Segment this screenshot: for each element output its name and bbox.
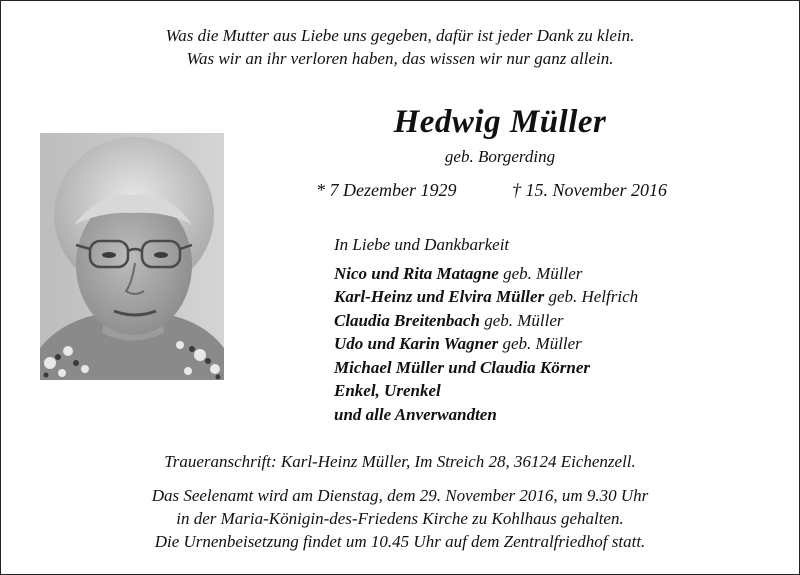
mourner-name: und alle Anverwandten bbox=[334, 404, 497, 424]
mourner-name: Claudia Breitenbach bbox=[334, 310, 480, 330]
mourners-list bbox=[334, 233, 638, 426]
list-item bbox=[334, 262, 638, 286]
birth-date: * 7 Dezember 1929 bbox=[316, 180, 457, 200]
list-item bbox=[334, 309, 638, 333]
service-line-1: Das Seelenamt wird am Dienstag, dem 29. November 2016, um 9.30 Uhr bbox=[151, 486, 649, 505]
service-line-2: in der Maria-Königin-des-Friedens Kirche zu Kohlhaus gehalten. bbox=[176, 509, 624, 528]
mourner-note: geb. Müller bbox=[479, 310, 564, 330]
quote-line-2: Was wir an ihr verloren haben, das wissen wir nur ganz allein. bbox=[186, 49, 614, 68]
deceased-name: Hedwig Müller bbox=[393, 104, 607, 140]
mourner-note: geb. Müller bbox=[498, 334, 582, 353]
portrait-photo-icon bbox=[40, 133, 224, 380]
mourner-name: Karl-Heinz und Elvira Müller bbox=[334, 287, 545, 306]
quote-line-1: Was die Mutter aus Liebe uns gegeben, dafür ist jeder Dank zu klein. bbox=[165, 26, 635, 45]
list-item bbox=[334, 356, 638, 380]
list-item bbox=[334, 285, 638, 309]
list-item bbox=[334, 403, 638, 427]
mourner-name: Nico und Rita Matagne bbox=[334, 263, 499, 283]
mourners-intro: In Liebe und Dankbarkeit bbox=[334, 235, 510, 254]
mourner-note: geb. Helfrich bbox=[544, 287, 639, 306]
death-date: † 15. November 2016 bbox=[512, 180, 667, 200]
list-item bbox=[334, 379, 638, 403]
mourner-name: Enkel, Urenkel bbox=[334, 381, 441, 400]
mourner-name: Michael Müller und Claudia Körner bbox=[334, 357, 591, 377]
mourner-note: geb. Müller bbox=[498, 263, 583, 283]
list-item bbox=[334, 332, 638, 356]
birth-name: geb. Borgerding bbox=[444, 147, 556, 166]
mourning-address: Traueranschrift: Karl-Heinz Müller, Im Streich 28, 36124 Eichenzell. bbox=[164, 452, 636, 471]
service-line-3: Die Urnenbeisetzung findet um 10.45 Uhr auf dem Zentralfriedhof statt. bbox=[154, 532, 646, 551]
mourner-name: Udo und Karin Wagner bbox=[334, 334, 499, 353]
